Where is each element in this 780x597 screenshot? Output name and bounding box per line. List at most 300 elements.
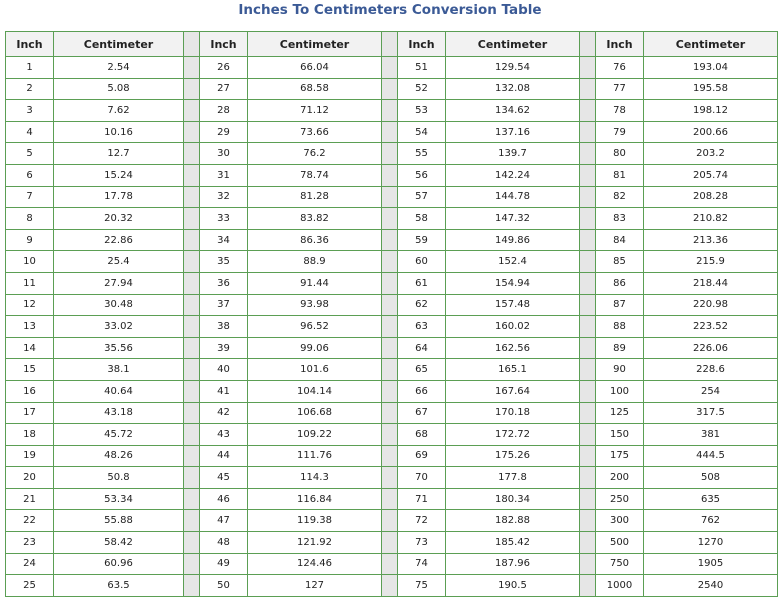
column-separator [580,445,596,467]
table-row [6,445,778,467]
inch-cell: 13 [6,316,54,338]
inch-cell: 24 [6,553,54,575]
inch-cell: 74 [398,553,446,575]
column-separator [382,467,398,489]
inch-cell: 18 [6,424,54,446]
table-row [6,532,778,554]
inch-cell: 64 [398,337,446,359]
inch-header: Inch [6,32,54,57]
table-row [6,229,778,251]
column-separator [580,78,596,100]
column-separator [184,229,200,251]
centimeter-cell: 63.5 [54,575,184,597]
inch-cell: 25 [6,575,54,597]
inch-cell: 43 [200,424,248,446]
table-row [6,510,778,532]
inch-cell: 1 [6,57,54,79]
centimeter-cell: 165.1 [446,359,580,381]
centimeter-cell: 139.7 [446,143,580,165]
inch-cell: 27 [200,78,248,100]
table-row [6,488,778,510]
table-body [6,57,778,597]
column-separator [382,208,398,230]
inch-cell: 73 [398,532,446,554]
centimeter-cell: 88.9 [248,251,382,273]
centimeter-cell: 30.48 [54,294,184,316]
centimeter-cell: 66.04 [248,57,382,79]
inch-cell: 71 [398,488,446,510]
inch-cell: 41 [200,380,248,402]
centimeter-cell: 160.02 [446,316,580,338]
column-separator [580,121,596,143]
column-separator [382,294,398,316]
centimeter-cell: 137.16 [446,121,580,143]
inch-cell: 12 [6,294,54,316]
inch-cell: 69 [398,445,446,467]
centimeter-cell: 635 [644,488,778,510]
centimeter-cell: 104.14 [248,380,382,402]
centimeter-cell: 213.36 [644,229,778,251]
centimeter-cell: 101.6 [248,359,382,381]
centimeter-cell: 226.06 [644,337,778,359]
centimeter-cell: 175.26 [446,445,580,467]
inch-cell: 200 [596,467,644,489]
centimeter-cell: 91.44 [248,272,382,294]
column-separator [382,445,398,467]
inch-cell: 125 [596,402,644,424]
centimeter-header: Centimeter [248,32,382,57]
column-separator [580,359,596,381]
column-separator [580,380,596,402]
inch-cell: 2 [6,78,54,100]
centimeter-cell: 38.1 [54,359,184,381]
column-separator [184,272,200,294]
column-separator [580,337,596,359]
centimeter-cell: 83.82 [248,208,382,230]
column-separator [580,488,596,510]
inch-cell: 250 [596,488,644,510]
inch-cell: 89 [596,337,644,359]
centimeter-cell: 20.32 [54,208,184,230]
inch-cell: 7 [6,186,54,208]
centimeter-header: Centimeter [446,32,580,57]
centimeter-cell: 142.24 [446,164,580,186]
inch-cell: 76 [596,57,644,79]
centimeter-cell: 48.26 [54,445,184,467]
table-row [6,272,778,294]
inch-cell: 28 [200,100,248,122]
inch-cell: 66 [398,380,446,402]
centimeter-cell: 162.56 [446,337,580,359]
centimeter-cell: 172.72 [446,424,580,446]
column-separator [382,186,398,208]
centimeter-cell: 43.18 [54,402,184,424]
column-separator [580,467,596,489]
table-row [6,402,778,424]
column-separator [184,186,200,208]
centimeter-cell: 444.5 [644,445,778,467]
column-separator [382,121,398,143]
centimeter-cell: 93.98 [248,294,382,316]
column-separator [184,208,200,230]
column-separator [580,57,596,79]
centimeter-cell: 317.5 [644,402,778,424]
centimeter-cell: 223.52 [644,316,778,338]
inch-cell: 150 [596,424,644,446]
centimeter-cell: 60.96 [54,553,184,575]
table-row [6,337,778,359]
centimeter-cell: 78.74 [248,164,382,186]
inch-cell: 50 [200,575,248,597]
inch-cell: 79 [596,121,644,143]
inch-cell: 35 [200,251,248,273]
inch-cell: 500 [596,532,644,554]
inch-cell: 14 [6,337,54,359]
centimeter-cell: 1270 [644,532,778,554]
column-separator [382,143,398,165]
column-separator [382,100,398,122]
inch-cell: 60 [398,251,446,273]
table-row [6,143,778,165]
column-separator [382,164,398,186]
centimeter-cell: 111.76 [248,445,382,467]
inch-cell: 20 [6,467,54,489]
column-separator [580,402,596,424]
inch-cell: 3 [6,100,54,122]
centimeter-cell: 762 [644,510,778,532]
centimeter-header: Centimeter [644,32,778,57]
centimeter-cell: 121.92 [248,532,382,554]
inch-cell: 77 [596,78,644,100]
column-separator [382,380,398,402]
inch-cell: 42 [200,402,248,424]
inch-cell: 44 [200,445,248,467]
inch-cell: 40 [200,359,248,381]
column-separator [382,272,398,294]
inch-cell: 61 [398,272,446,294]
inch-cell: 4 [6,121,54,143]
centimeter-cell: 210.82 [644,208,778,230]
centimeter-cell: 5.08 [54,78,184,100]
inch-cell: 5 [6,143,54,165]
column-separator [580,164,596,186]
column-separator [184,337,200,359]
centimeter-cell: 220.98 [644,294,778,316]
centimeter-cell: 190.5 [446,575,580,597]
centimeter-cell: 1905 [644,553,778,575]
table-row [6,186,778,208]
column-separator [382,251,398,273]
inch-cell: 48 [200,532,248,554]
inch-cell: 36 [200,272,248,294]
table-row [6,424,778,446]
inch-cell: 52 [398,78,446,100]
inch-cell: 62 [398,294,446,316]
inch-cell: 22 [6,510,54,532]
column-separator [382,402,398,424]
table-row [6,294,778,316]
centimeter-cell: 15.24 [54,164,184,186]
table-row [6,553,778,575]
table-row [6,251,778,273]
column-separator [382,359,398,381]
column-separator [580,294,596,316]
centimeter-cell: 147.32 [446,208,580,230]
inch-cell: 17 [6,402,54,424]
centimeter-cell: 81.28 [248,186,382,208]
column-separator [580,186,596,208]
column-separator [382,57,398,79]
centimeter-cell: 132.08 [446,78,580,100]
inch-cell: 26 [200,57,248,79]
column-separator [580,532,596,554]
column-separator [184,32,200,57]
inch-cell: 78 [596,100,644,122]
centimeter-cell: 381 [644,424,778,446]
inch-cell: 19 [6,445,54,467]
inch-cell: 56 [398,164,446,186]
column-separator [580,143,596,165]
inch-cell: 58 [398,208,446,230]
inch-cell: 59 [398,229,446,251]
centimeter-cell: 116.84 [248,488,382,510]
inch-cell: 39 [200,337,248,359]
inch-cell: 51 [398,57,446,79]
centimeter-cell: 200.66 [644,121,778,143]
centimeter-cell: 218.44 [644,272,778,294]
centimeter-cell: 195.58 [644,78,778,100]
column-separator [382,553,398,575]
centimeter-cell: 27.94 [54,272,184,294]
inch-header: Inch [398,32,446,57]
table-row [6,57,778,79]
table-row [6,100,778,122]
centimeter-cell: 7.62 [54,100,184,122]
inch-cell: 750 [596,553,644,575]
column-separator [184,467,200,489]
centimeter-cell: 106.68 [248,402,382,424]
inch-cell: 72 [398,510,446,532]
centimeter-cell: 149.86 [446,229,580,251]
table-row [6,467,778,489]
table-row [6,164,778,186]
inch-cell: 46 [200,488,248,510]
centimeter-cell: 40.64 [54,380,184,402]
inch-cell: 82 [596,186,644,208]
centimeter-cell: 58.42 [54,532,184,554]
column-separator [382,424,398,446]
centimeter-cell: 254 [644,380,778,402]
centimeter-cell: 154.94 [446,272,580,294]
inch-cell: 88 [596,316,644,338]
centimeter-cell: 86.36 [248,229,382,251]
centimeter-cell: 185.42 [446,532,580,554]
inch-cell: 70 [398,467,446,489]
centimeter-cell: 129.54 [446,57,580,79]
inch-cell: 31 [200,164,248,186]
inch-cell: 21 [6,488,54,510]
inch-cell: 23 [6,532,54,554]
centimeter-cell: 198.12 [644,100,778,122]
inch-cell: 100 [596,380,644,402]
inch-cell: 37 [200,294,248,316]
column-separator [184,121,200,143]
centimeter-cell: 45.72 [54,424,184,446]
column-separator [184,424,200,446]
header-row [6,32,778,57]
inch-cell: 68 [398,424,446,446]
column-separator [382,575,398,597]
column-separator [184,532,200,554]
column-separator [580,32,596,57]
inch-cell: 300 [596,510,644,532]
column-separator [580,510,596,532]
inch-cell: 80 [596,143,644,165]
centimeter-cell: 10.16 [54,121,184,143]
centimeter-cell: 22.86 [54,229,184,251]
column-separator [580,316,596,338]
column-separator [184,294,200,316]
column-separator [184,380,200,402]
inch-cell: 57 [398,186,446,208]
centimeter-cell: 134.62 [446,100,580,122]
inch-cell: 54 [398,121,446,143]
centimeter-cell: 215.9 [644,251,778,273]
column-separator [580,100,596,122]
inch-cell: 75 [398,575,446,597]
centimeter-cell: 17.78 [54,186,184,208]
centimeter-cell: 508 [644,467,778,489]
inch-cell: 15 [6,359,54,381]
inch-cell: 84 [596,229,644,251]
inch-cell: 47 [200,510,248,532]
centimeter-cell: 177.8 [446,467,580,489]
inch-cell: 85 [596,251,644,273]
column-separator [184,143,200,165]
column-separator [580,272,596,294]
inch-cell: 16 [6,380,54,402]
column-separator [382,510,398,532]
inch-cell: 53 [398,100,446,122]
column-separator [184,100,200,122]
inch-cell: 34 [200,229,248,251]
column-separator [580,575,596,597]
column-separator [184,78,200,100]
inch-cell: 175 [596,445,644,467]
column-separator [382,78,398,100]
centimeter-cell: 203.2 [644,143,778,165]
centimeter-cell: 50.8 [54,467,184,489]
column-separator [382,316,398,338]
centimeter-cell: 144.78 [446,186,580,208]
inch-header: Inch [596,32,644,57]
table-row [6,575,778,597]
column-separator [184,445,200,467]
inch-cell: 63 [398,316,446,338]
centimeter-cell: 109.22 [248,424,382,446]
inch-cell: 9 [6,229,54,251]
column-separator [184,510,200,532]
centimeter-cell: 55.88 [54,510,184,532]
column-separator [580,424,596,446]
centimeter-cell: 35.56 [54,337,184,359]
table-row [6,380,778,402]
inch-cell: 1000 [596,575,644,597]
inch-cell: 45 [200,467,248,489]
centimeter-cell: 119.38 [248,510,382,532]
inch-cell: 83 [596,208,644,230]
table-row [6,359,778,381]
centimeter-cell: 180.34 [446,488,580,510]
column-separator [382,337,398,359]
column-separator [184,164,200,186]
inch-cell: 38 [200,316,248,338]
column-separator [184,359,200,381]
column-separator [184,488,200,510]
centimeter-cell: 33.02 [54,316,184,338]
centimeter-cell: 71.12 [248,100,382,122]
inch-header: Inch [200,32,248,57]
centimeter-cell: 157.48 [446,294,580,316]
centimeter-cell: 76.2 [248,143,382,165]
inch-cell: 11 [6,272,54,294]
inch-cell: 30 [200,143,248,165]
page-title: Inches To Centimeters Conversion Table [238,2,542,18]
centimeter-cell: 12.7 [54,143,184,165]
inch-cell: 8 [6,208,54,230]
inch-cell: 67 [398,402,446,424]
inch-cell: 33 [200,208,248,230]
inch-cell: 29 [200,121,248,143]
column-separator [382,488,398,510]
conversion-table [5,31,778,597]
centimeter-cell: 170.18 [446,402,580,424]
column-separator [184,575,200,597]
inch-cell: 32 [200,186,248,208]
inch-cell: 6 [6,164,54,186]
column-separator [382,229,398,251]
table-row [6,316,778,338]
column-separator [184,316,200,338]
centimeter-cell: 124.46 [248,553,382,575]
centimeter-cell: 208.28 [644,186,778,208]
table-row [6,78,778,100]
table-row [6,121,778,143]
column-separator [184,57,200,79]
column-separator [184,251,200,273]
centimeter-cell: 96.52 [248,316,382,338]
column-separator [184,553,200,575]
inch-cell: 49 [200,553,248,575]
column-separator [580,229,596,251]
inch-cell: 86 [596,272,644,294]
inch-cell: 90 [596,359,644,381]
column-separator [580,553,596,575]
centimeter-cell: 68.58 [248,78,382,100]
centimeter-cell: 152.4 [446,251,580,273]
centimeter-cell: 127 [248,575,382,597]
inch-cell: 55 [398,143,446,165]
centimeter-cell: 25.4 [54,251,184,273]
table-row [6,208,778,230]
centimeter-cell: 2.54 [54,57,184,79]
centimeter-header: Centimeter [54,32,184,57]
centimeter-cell: 205.74 [644,164,778,186]
centimeter-cell: 167.64 [446,380,580,402]
centimeter-cell: 99.06 [248,337,382,359]
column-separator [580,208,596,230]
centimeter-cell: 114.3 [248,467,382,489]
